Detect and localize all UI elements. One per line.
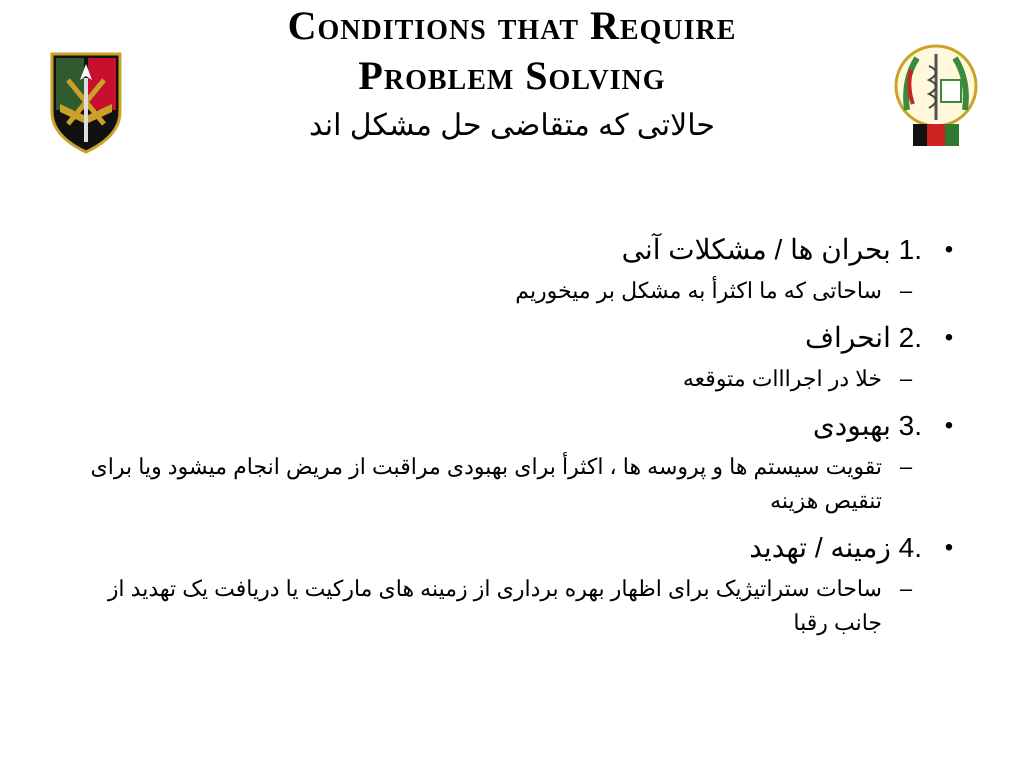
dash-icon: –	[899, 366, 913, 391]
list-item	[60, 318, 964, 358]
medical-caduceus-emblem-icon	[893, 40, 979, 148]
item-number: 4.	[898, 532, 922, 563]
slide-title-persian: حالاتی که متقاضی حل مشکل اند	[309, 109, 715, 142]
sub-item	[60, 274, 964, 308]
sub-item	[60, 362, 964, 396]
bullet-icon: •	[944, 236, 954, 263]
content-list	[60, 224, 964, 650]
item-text: زمینه / تهدید	[749, 532, 891, 563]
slide-title-line2: Problem Solving	[358, 53, 666, 98]
list-item	[60, 528, 964, 568]
sub-item	[60, 450, 964, 518]
item-text: انحراف	[804, 322, 891, 353]
list-item	[60, 406, 964, 446]
bullet-icon: •	[944, 412, 954, 439]
item-number: 3.	[898, 410, 922, 441]
item-text: بهبودی	[812, 410, 891, 441]
item-number: 1.	[898, 234, 922, 265]
sub-item	[60, 572, 964, 640]
bullet-icon: •	[944, 534, 954, 561]
item-text: بحران ها / مشکلات آنی	[621, 234, 891, 265]
sub-item-text: خلا در اجرااات متوقعه	[682, 366, 882, 391]
slide-title-line1: Conditions that Require	[287, 3, 737, 48]
dash-icon: –	[899, 454, 913, 479]
bullet-icon: •	[944, 324, 954, 351]
dash-icon: –	[899, 576, 913, 601]
list-item	[60, 230, 964, 270]
sub-item-text: تقویت سیستم ها و پروسه ها ، اکثرأ برای بهبودی مراقبت از مریض انجام میشود ویا برای تنقیص هزینه	[90, 454, 882, 513]
item-number: 2.	[898, 322, 922, 353]
sub-item-text: ساحات ستراتیژیک برای اظهار بهره برداری از زمینه های مارکیت یا دریافت یک تهدید از جانب رقبا	[107, 576, 882, 635]
sub-item-text: ساحاتی که ما اکثرأ به مشکل بر میخوریم	[515, 278, 882, 303]
dash-icon: –	[899, 278, 913, 303]
military-shield-emblem-icon	[48, 50, 124, 154]
